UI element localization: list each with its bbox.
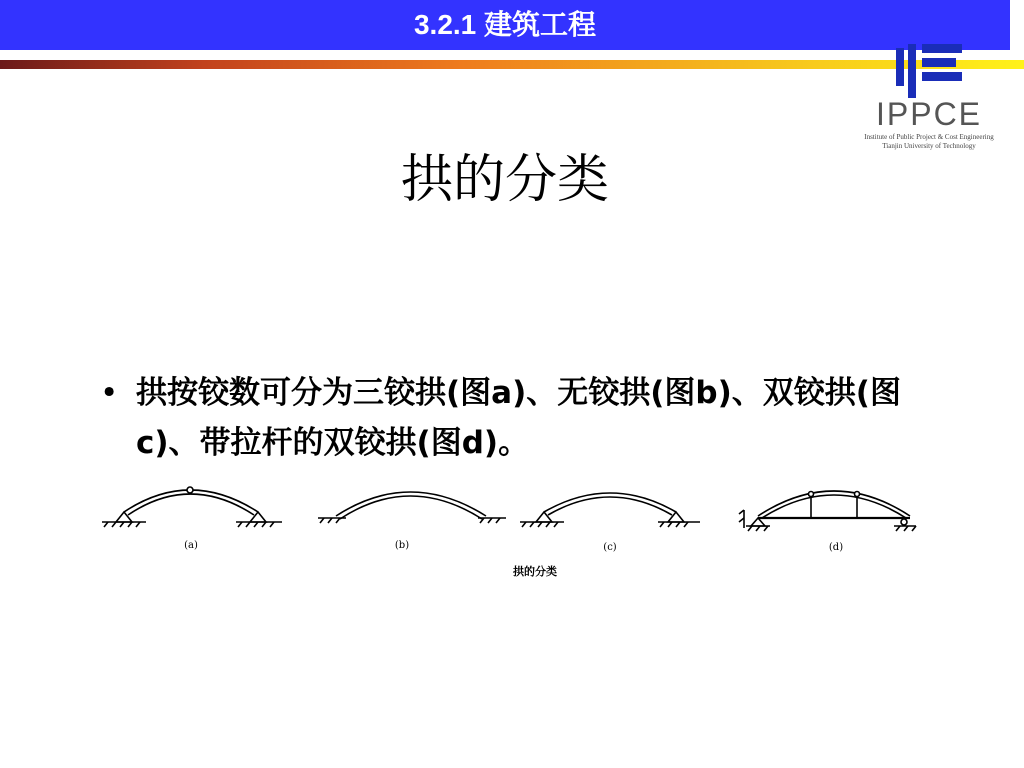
ippce-logo bbox=[838, 40, 1020, 156]
logo-name: IPPCE bbox=[875, 96, 983, 132]
hingeless-arch-diagram bbox=[318, 492, 506, 523]
bullet-text: 拱按铰数可分为三铰拱(图a)、无铰拱(图b)、双铰拱(图c)、带拉杆的双铰拱(图d)。 bbox=[136, 375, 901, 461]
logo-university-line: Tianjin University of Technology bbox=[882, 142, 976, 150]
figure-label-c: (c) bbox=[603, 542, 617, 553]
tied-two-hinged-arch-diagram bbox=[739, 491, 916, 531]
slide-title: 拱的分类 bbox=[400, 150, 609, 210]
figure-caption: 拱的分类 bbox=[513, 565, 557, 578]
bullet-item bbox=[100, 368, 920, 480]
header-title: 3.2.1 建筑工程 bbox=[413, 9, 597, 40]
logo-institute-line: Institute of Public Project & Cost Engineering bbox=[864, 133, 994, 141]
two-hinged-arch-diagram bbox=[520, 493, 700, 527]
three-hinged-arch-diagram bbox=[102, 487, 282, 527]
figure-label-b: (b) bbox=[394, 540, 410, 551]
figure-label-a: (a) bbox=[184, 540, 198, 551]
ippce-emblem-icon bbox=[838, 40, 1020, 100]
figure-label-d: (d) bbox=[828, 542, 844, 553]
bullet-dot-icon: • bbox=[100, 375, 119, 411]
